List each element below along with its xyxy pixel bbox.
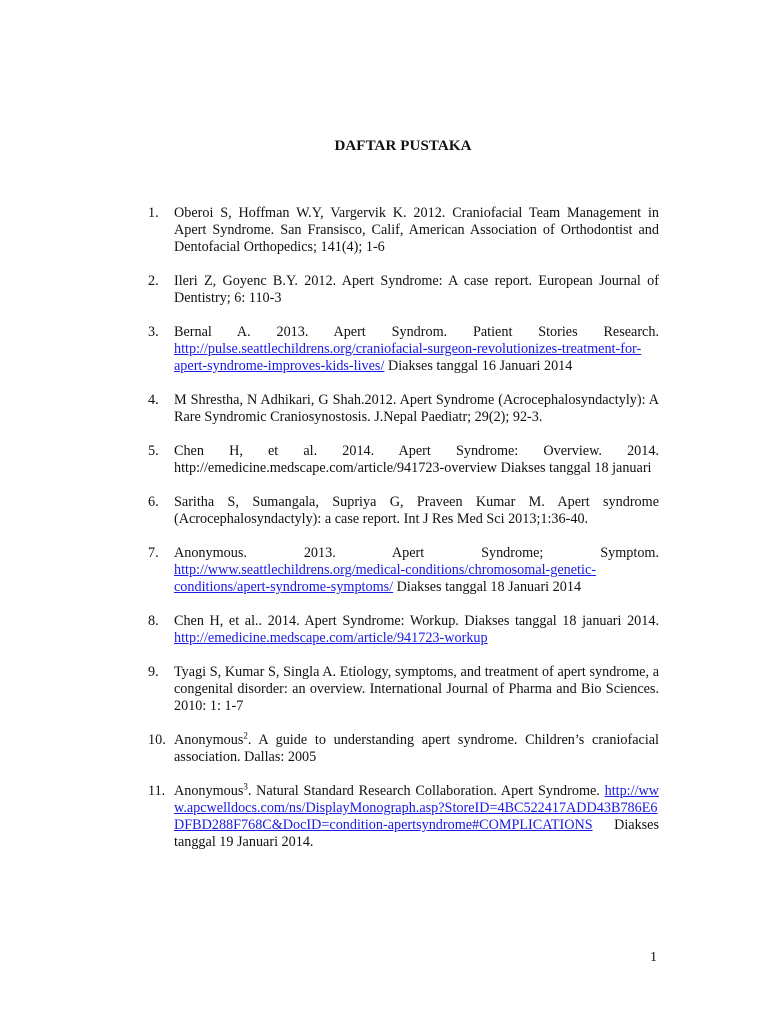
reference-item xyxy=(148,783,659,851)
reference-author: Anonymous xyxy=(174,783,244,799)
reference-number: 11. xyxy=(148,783,166,799)
reference-number: 1. xyxy=(148,205,159,221)
reference-accessed-text: Diakses tanggal 19 Januari 2014. xyxy=(174,817,659,850)
reference-item xyxy=(148,205,659,256)
reference-item xyxy=(148,732,659,766)
reference-text: Bernal A. 2013. Apert Syndrom. Patient Stories Research. xyxy=(174,324,659,340)
reference-author: Anonymous xyxy=(174,732,244,748)
reference-text: Ileri Z, Goyenc B.Y. 2012. Apert Syndrome: A case report. European Journal of Dentistry; 6: 110-3 xyxy=(174,273,659,306)
reference-link[interactable]: http://pulse.seattlechildrens.org/craniofacial-surgeon-revolutionizes-treatment-for-apert-syndrome-improves-kids-lives/ xyxy=(174,341,642,374)
reference-number: 6. xyxy=(148,494,159,510)
reference-number: 5. xyxy=(148,443,159,459)
page-number: 1 xyxy=(650,950,657,965)
reference-text: Saritha S, Sumangala, Supriya G, Praveen Kumar M. Apert syndrome (Acrocephalosyndactyly): a case report. Int J Res Med Sci 2013;1:36-40. xyxy=(174,494,659,527)
reference-item xyxy=(148,392,659,426)
reference-number: 3. xyxy=(148,324,159,340)
reference-number: 9. xyxy=(148,664,159,680)
superscript-marker: 2 xyxy=(243,730,248,741)
reference-accessed-text: Diakses tanggal 18 Januari 2014 xyxy=(393,579,582,595)
reference-text: Anonymous. 2013. Apert Syndrome; Symptom. xyxy=(174,545,659,561)
superscript-marker: 3 xyxy=(243,781,248,792)
reference-item xyxy=(148,443,659,477)
reference-item xyxy=(148,494,659,528)
reference-text: M Shrestha, N Adhikari, G Shah.2012. Apert Syndrome (Acrocephalosyndactyly): A Rare Syndromic Craniosynostosis. J.Nepal Paediatr; 29(2); 92-3. xyxy=(174,392,659,425)
reference-text: . A guide to understanding apert syndrome. Children’s craniofacial association. Dallas: 2005 xyxy=(174,732,659,765)
reference-text: Tyagi S, Kumar S, Singla A. Etiology, symptoms, and treatment of apert syndrome, a congenital disorder: an overview. International Journal of Pharma and Bio Sciences. 2010: 1: 1-7 xyxy=(174,664,659,714)
reference-list xyxy=(148,205,659,868)
reference-text: Chen H, et al.. 2014. Apert Syndrome: Workup. Diakses tanggal 18 januari 2014. xyxy=(174,613,659,629)
reference-number: 2. xyxy=(148,273,159,289)
reference-number: 8. xyxy=(148,613,159,629)
reference-accessed-text: Diakses tanggal 16 Januari 2014 xyxy=(384,358,573,374)
reference-number: 4. xyxy=(148,392,159,408)
reference-number: 7. xyxy=(148,545,159,561)
reference-text: Chen H, et al. 2014. Apert Syndrome: Overview. 2014. http://emedicine.medscape.com/article/941723-overview Diakses tanggal 18 januari xyxy=(174,443,659,476)
reference-text: . Natural Standard Research Collaboration. Apert Syndrome. xyxy=(247,783,605,799)
reference-item xyxy=(148,545,659,596)
reference-item xyxy=(148,613,659,647)
reference-number: 10. xyxy=(148,732,166,748)
reference-link[interactable]: http://emedicine.medscape.com/article/941723-workup xyxy=(174,630,488,646)
reference-link[interactable]: http://www.apcwelldocs.com/ns/DisplayMonograph.asp?StoreID=4BC522417ADD43B786E6DFBD288F768C&DocID=condition-apertsyndrome#COMPLICATIONS xyxy=(174,783,659,833)
page-title: DAFTAR PUSTAKA xyxy=(334,138,472,154)
reference-item xyxy=(148,324,659,375)
reference-item xyxy=(148,273,659,307)
reference-item xyxy=(148,664,659,715)
reference-link[interactable]: http://www.seattlechildrens.org/medical-conditions/chromosomal-genetic-conditions/apert-syndrome-symptoms/ xyxy=(174,562,596,595)
reference-text: Oberoi S, Hoffman W.Y, Vargervik K. 2012. Craniofacial Team Management in Apert Syndrome. San Fransisco, Calif, American Association of Orthodontist and Dentofacial Orthopedics; 141(4); 1-6 xyxy=(174,205,659,255)
